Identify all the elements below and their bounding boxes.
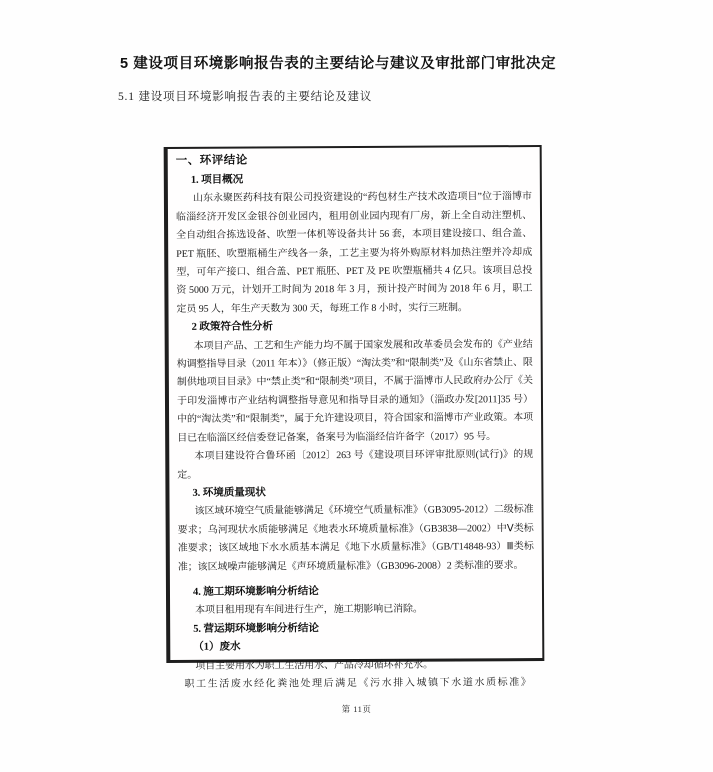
section-heading: 5.1 建设项目环境影响报告表的主要结论及建议 <box>118 91 373 103</box>
section-paragraph: 山东永聚医药科技有限公司投资建设的“药包材生产技术改造项目”位于淄博市临淄经济开发区金银谷创业园内，租用创业园内现有厂房，新上全自动注塑机、全自动组合拣选设备、吹塑一体机等设备共计 56 套，本项目建设接口、组合盖、PET 瓶胚、吹塑瓶桶生产线各一条，工艺主要为将外购原材料加热注塑并冷却成型，可年产接口、组合盖、PET 瓶胚、PET 及 PE 吹塑瓶桶共 4 亿只。该项目总投资 5000 万元，计划开工时间为 2018 年 3 月，预计投产时间为 2018 年 6 月，职工定员 95 人，年生产天数为 300 天，每班工作 8 小时，实行三班制。 <box>175 191 533 315</box>
section-paragraph: 职工生活废水经化粪池处理后满足《污水排入城镇下水道水质标准》 <box>184 677 533 690</box>
section-title: 2 政策符合性分析 <box>191 321 273 334</box>
conclusion-box <box>164 145 545 690</box>
section-paragraph: 本项目产品、工艺和生产能力均不属于国家发展和改革委员会发布的《产业结构调整指导目录（2011 年本）》（修正版）“淘汰类”和“限制类”及《山东省禁止、限制供地项目目录》中“禁止类”和“限制类”项目，不属于淄博市人民政府办公厅《关于印发淄博市产业结构调整指导意见和指导目录的通知》（淄政办发[2011]35 号）中的“淘汰类”和“限制类”，属于允许建设项目，符合国家和淄博市产业政策。本项目已在临淄区经信委登记备案，备案号为临淄经信许备字（2017）95 号。 <box>176 338 534 444</box>
section-paragraph: 本项目租用现有车间进行生产，施工期影响已消除。 <box>195 603 423 617</box>
page-number: 第 11页 <box>341 704 372 714</box>
section-paragraph: 项目主要用水为职工生活用水、产品冷却循环补充水。 <box>195 659 434 672</box>
section-title: 3. 环境质量现状 <box>192 487 266 499</box>
chapter-heading: 5 建设项目环境影响报告表的主要结论与建议及审批部门审批决定 <box>120 56 557 72</box>
box-sections <box>176 170 535 694</box>
section-paragraph: 本项目建设符合鲁环函〔2012〕263 号《建设项目环评审批原则(试行)》的规定。 <box>177 449 534 481</box>
box-title: 一、环评结论 <box>175 154 248 167</box>
section-title: （1）废水 <box>193 641 241 654</box>
section-title: 5. 营运期环境影响分析结论 <box>193 622 319 635</box>
section-title: 4. 施工期环境影响分析结论 <box>192 586 319 598</box>
section-paragraph: 该区域环境空气质量能够满足《环境空气质量标准》（GB3095-2012）二级标准要求；乌河现状水质能够满足《地表水环境质量标准》（GB3838—2002）中Ⅴ类标准要求；该区域地下水水质基本满足《地下水质量标准》（GB/T14848-93）Ⅲ类标准；该区域噪声能够满足《声环境质量标准》（GB3096-2008）2 类标准的要求。 <box>177 504 534 573</box>
section-title: 1. 项目概况 <box>190 174 244 186</box>
